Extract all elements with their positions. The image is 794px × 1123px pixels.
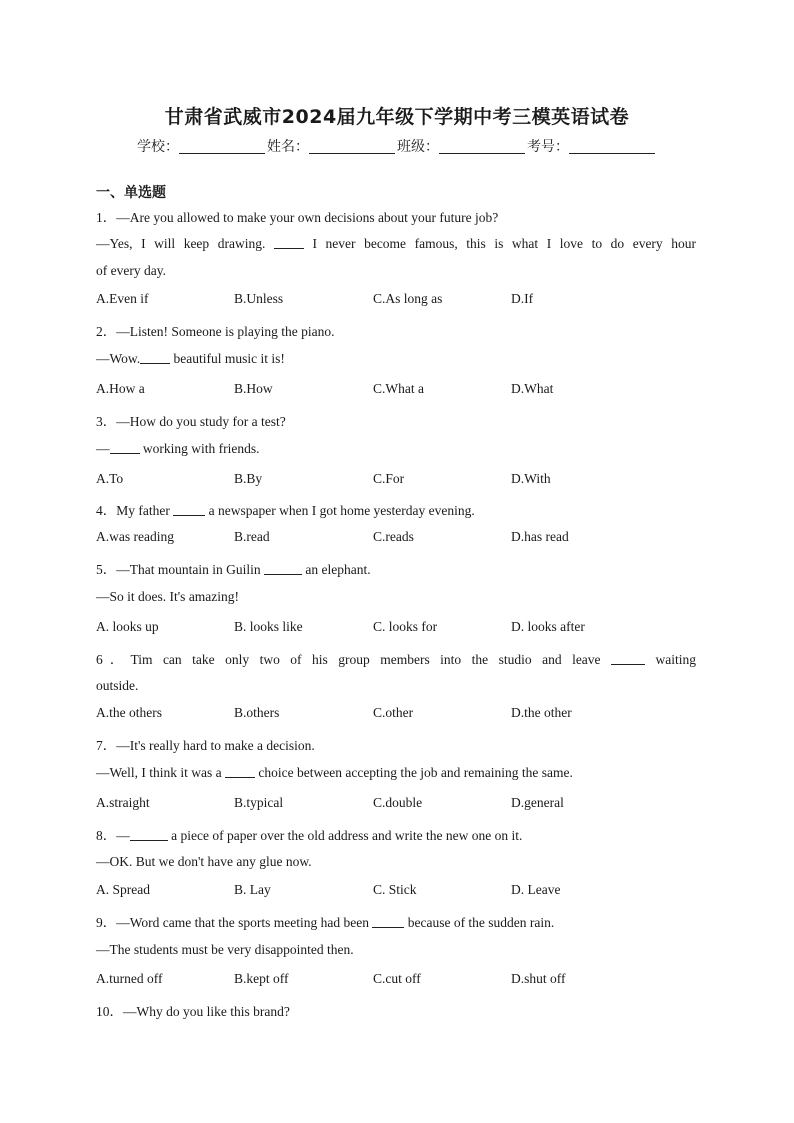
question-5-option-a[interactable]: A. looks up	[96, 619, 159, 634]
question-5-option-d[interactable]: D. looks after	[511, 619, 585, 634]
question-2-option-d[interactable]: D.What	[511, 381, 554, 396]
question-6-option-a[interactable]: A.the others	[96, 705, 162, 720]
exam-title: 甘肃省武威市2024届九年级下学期中考三模英语试卷	[164, 106, 630, 128]
question-7-line2: —Well, I think it was a choice between accepting the job and remaining the same.	[96, 765, 573, 780]
school-label: 学校：	[137, 139, 179, 155]
answer-blank	[264, 562, 302, 575]
section-title: 一、单选题	[96, 185, 166, 201]
question-7-stem: 7．—It's really hard to make a decision.	[96, 738, 315, 753]
answer-blank	[372, 915, 404, 928]
question-8-option-c[interactable]: C. Stick	[373, 882, 417, 897]
question-9-stem: 9．—Word came that the sports meeting had been because of the sudden rain.	[96, 915, 555, 930]
question-1-stem: 1．—Are you allowed to make your own decisions about your future job?	[96, 210, 499, 225]
question-1-line3: of every day.	[96, 263, 166, 278]
question-3-option-b[interactable]: B.By	[234, 471, 263, 486]
answer-blank	[173, 503, 205, 516]
question-10-stem: 10．—Why do you like this brand?	[96, 1004, 290, 1019]
question-7-option-d[interactable]: D.general	[511, 795, 564, 810]
answer-blank	[130, 828, 168, 841]
class-blank[interactable]	[439, 139, 525, 154]
question-4-option-b[interactable]: B.read	[234, 529, 270, 544]
question-9-option-d[interactable]: D.shut off	[511, 971, 566, 986]
question-7-option-a[interactable]: A.straight	[96, 795, 150, 810]
question-4-option-c[interactable]: C.reads	[373, 529, 414, 544]
question-2-option-b[interactable]: B.How	[234, 381, 273, 396]
question-6-line2: outside.	[96, 678, 139, 693]
question-2-option-a[interactable]: A.How a	[96, 381, 145, 396]
question-6-option-b[interactable]: B.others	[234, 705, 280, 720]
question-1-option-b[interactable]: B.Unless	[234, 291, 284, 306]
question-9-line2: —The students must be very disappointed then.	[96, 942, 354, 957]
question-9-option-b[interactable]: B.kept off	[234, 971, 289, 986]
question-7-option-b[interactable]: B.typical	[234, 795, 284, 810]
question-3-option-a[interactable]: A.To	[96, 471, 124, 486]
question-3-stem: 3．—How do you study for a test?	[96, 414, 286, 429]
question-5-stem: 5．—That mountain in Guilin an elephant.	[96, 562, 371, 577]
question-6-stem: 6．Tim can take only two of his group members into the studio and leave waiting	[96, 652, 696, 667]
question-2-line2: —Wow. beautiful music it is!	[96, 351, 285, 366]
name-label: 姓名：	[267, 139, 309, 155]
answer-blank	[110, 441, 140, 454]
answer-blank	[611, 652, 645, 665]
question-2-option-c[interactable]: C.What a	[373, 381, 424, 396]
question-4-stem: 4．My father a newspaper when I got home yesterday evening.	[96, 503, 475, 518]
question-3-option-c[interactable]: C.For	[373, 471, 405, 486]
class-label: 班级：	[397, 139, 439, 155]
question-1-option-d[interactable]: D.If	[511, 291, 534, 306]
question-8-stem: 8．— a piece of paper over the old address and write the new one on it.	[96, 828, 523, 843]
answer-blank	[274, 236, 304, 249]
question-8-option-b[interactable]: B. Lay	[234, 882, 271, 897]
question-8-option-a[interactable]: A. Spread	[96, 882, 150, 897]
question-5-line2: —So it does. It's amazing!	[96, 589, 240, 604]
question-4-option-a[interactable]: A.was reading	[96, 529, 174, 544]
question-3-line2: — working with friends.	[96, 441, 260, 456]
answer-blank	[225, 765, 255, 778]
question-1-line2: —Yes, I will keep drawing. I never become famous, this is what I love to do every hour	[96, 236, 696, 251]
question-6-option-d[interactable]: D.the other	[511, 705, 572, 720]
question-5-option-c[interactable]: C. looks for	[373, 619, 438, 634]
question-3-option-d[interactable]: D.With	[511, 471, 551, 486]
question-5-option-b[interactable]: B. looks like	[234, 619, 303, 634]
answer-blank	[140, 351, 170, 364]
question-9-option-c[interactable]: C.cut off	[373, 971, 421, 986]
question-9-option-a[interactable]: A.turned off	[96, 971, 163, 986]
question-4-option-d[interactable]: D.has read	[511, 529, 569, 544]
student-info-row	[96, 136, 698, 156]
question-2-stem: 2．—Listen! Someone is playing the piano.	[96, 324, 335, 339]
school-blank[interactable]	[179, 139, 265, 154]
exam-number-label: 考号：	[527, 139, 569, 155]
question-1-option-c[interactable]: C.As long as	[373, 291, 443, 306]
question-7-option-c[interactable]: C.double	[373, 795, 423, 810]
question-6-option-c[interactable]: C.other	[373, 705, 414, 720]
name-blank[interactable]	[309, 139, 395, 154]
question-1-option-a[interactable]: A.Even if	[96, 291, 149, 306]
exam-number-blank[interactable]	[569, 139, 655, 154]
question-8-line2: —OK. But we don't have any glue now.	[96, 854, 312, 869]
question-8-option-d[interactable]: D. Leave	[511, 882, 561, 897]
